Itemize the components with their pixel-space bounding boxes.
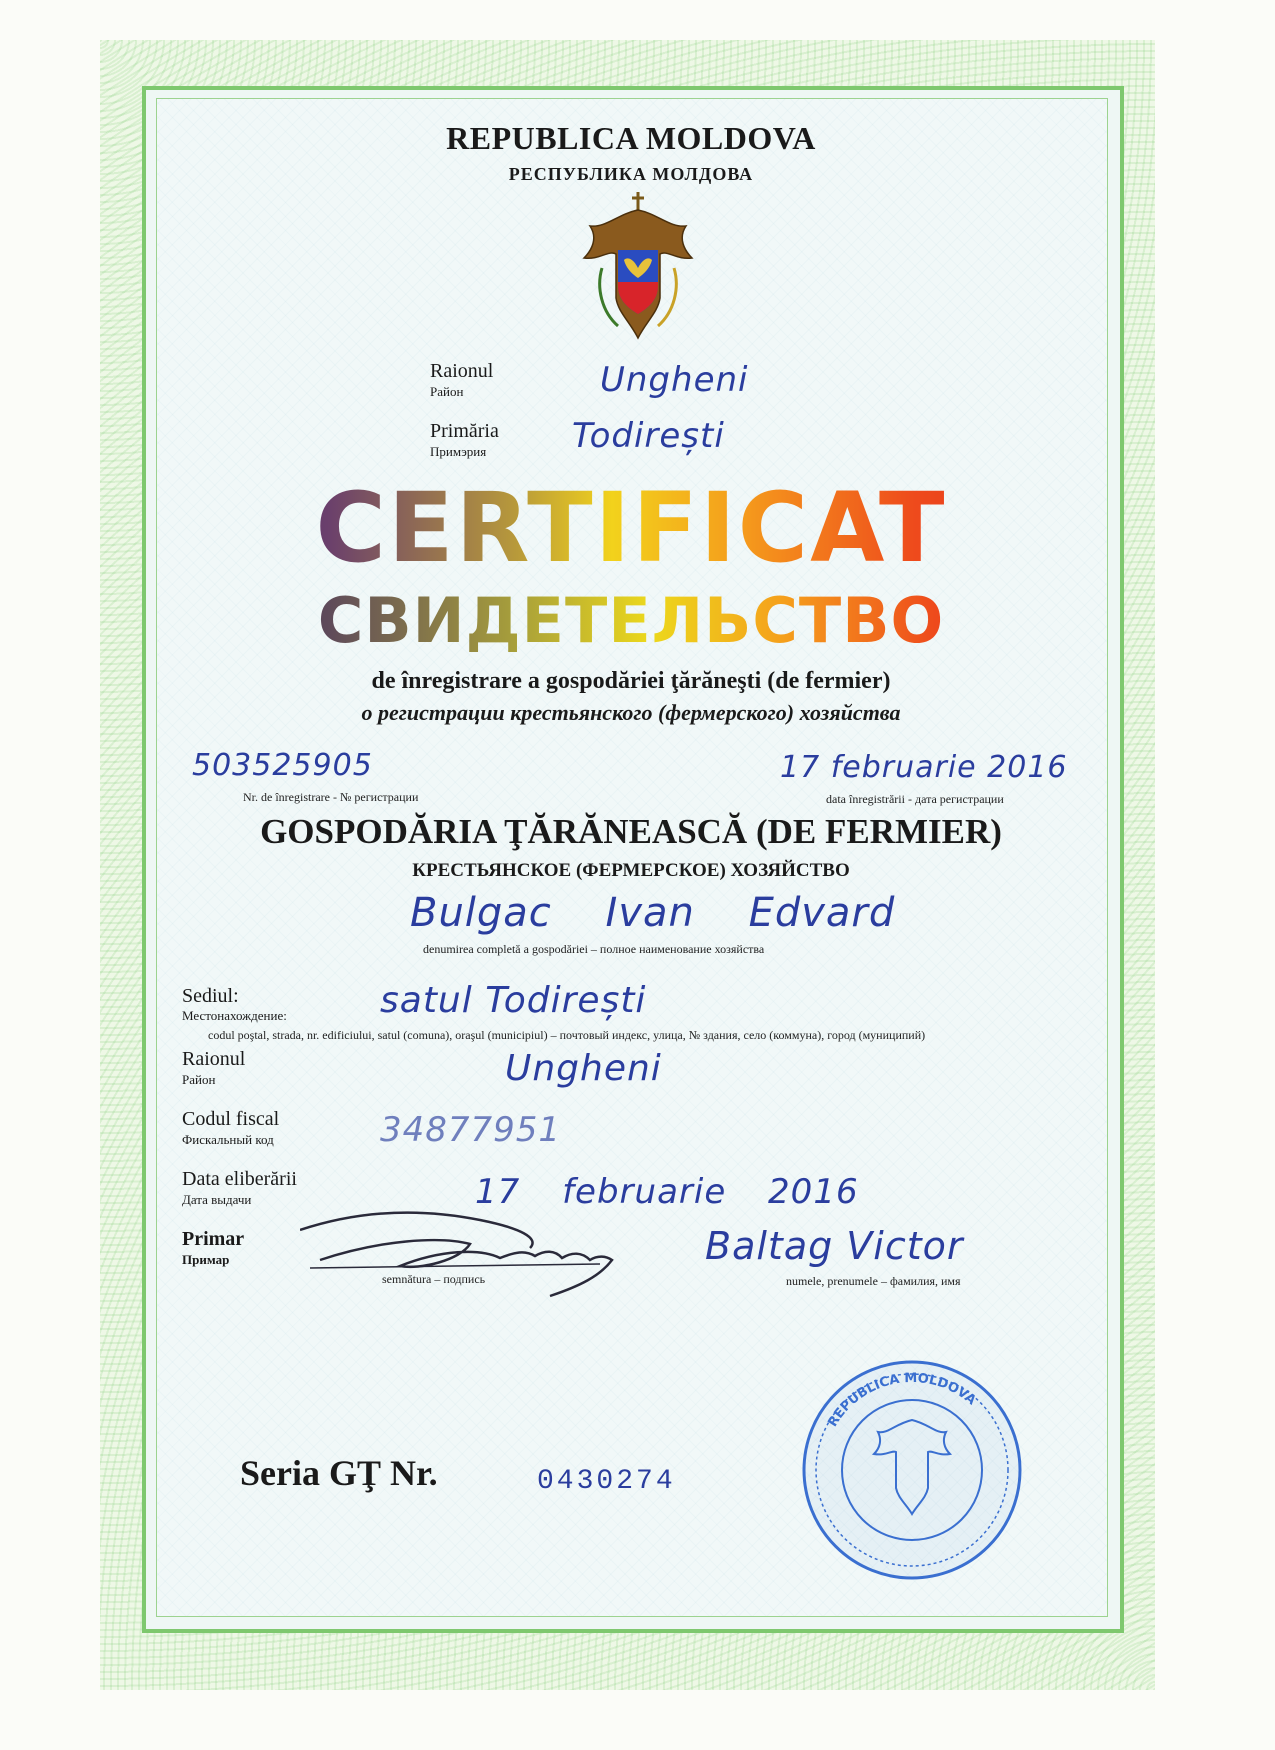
certificate-title-ro: CERTIFICAT <box>156 480 1106 576</box>
stamp-text: REPUBLICA MOLDOVA <box>825 1370 979 1430</box>
country-name-ru: РЕСПУБЛИКА МОЛДОВА <box>508 164 754 184</box>
issue-date-label-ro: Data eliberării <box>182 1168 297 1190</box>
raion-label-ro: Raionul <box>430 360 494 382</box>
series-label: Seria GŢ Nr. <box>240 1453 438 1493</box>
issue-date-value: 17 februarie 2016 <box>475 1172 859 1212</box>
coat-of-arms-icon <box>578 188 698 343</box>
sediul-label-ro: Sediul: <box>182 985 239 1007</box>
sediul-caption: codul poştal, strada, nr. edificiului, satul (comuna), oraşul (municipiul) – почтовый индекс, улица, № здания, село (коммуна), город (муниципий) <box>208 1028 926 1042</box>
primar-name-value: Baltag Victor <box>705 1224 964 1268</box>
farm-heading-ro: GOSPODĂRIA ŢĂRĂNEASCĂ (DE FERMIER) <box>260 812 1002 851</box>
primar-name-caption: numele, prenumele – фамилия, имя <box>786 1274 961 1288</box>
registration-date-value: 17 februarie 2016 <box>780 750 1068 785</box>
registration-date-caption: data înregistrării - дата регистрации <box>826 792 1004 806</box>
signature-caption: semnătura – подпись <box>382 1272 486 1286</box>
primar-label-ro: Primar <box>182 1228 245 1250</box>
fiscal-code-value: 34877951 <box>380 1110 562 1150</box>
details-raion-label-ro: Raionul <box>182 1048 246 1070</box>
primaria-label-ru: Примэрия <box>430 444 487 459</box>
primaria-value: Todirești <box>572 416 725 456</box>
certificate-subtitle-ro: de înregistrare a gospodăriei ţărăneşti (de fermier) <box>371 668 891 694</box>
certificate-subtitle-ru: о регистрации крестьянского (фермерского) хозяйства <box>361 700 901 725</box>
details-raion-value: Ungheni <box>505 1048 662 1089</box>
farm-name-value: Bulgac Ivan Edvard <box>410 890 896 936</box>
fiscal-code-label-ru: Фискальный код <box>182 1132 274 1147</box>
farm-name-caption: denumirea completă a gospodăriei – полное наименование хозяйства <box>423 942 765 956</box>
registration-number-value: 503525905 <box>192 748 373 783</box>
sediul-value: satul Todirești <box>380 980 647 1021</box>
issue-date-label-ru: Дата выдачи <box>182 1192 252 1207</box>
fiscal-code-label-ro: Codul fiscal <box>182 1108 280 1130</box>
details-raion-label-ru: Район <box>182 1072 216 1087</box>
primar-label-ru: Примар <box>182 1252 230 1267</box>
registration-number-caption: Nr. de înregistrare - № регистрации <box>243 790 419 804</box>
raion-label-ru: Район <box>430 384 464 399</box>
certificate-title-ru: СВИДЕТЕЛЬСТВО <box>156 590 1106 652</box>
series-number: 0430274 <box>537 1466 676 1497</box>
primaria-label-ro: Primăria <box>430 420 499 442</box>
country-name-ro: REPUBLICA MOLDOVA <box>446 120 816 156</box>
raion-value: Ungheni <box>600 360 749 400</box>
farm-heading-ru: КРЕСТЬЯНСКОЕ (ФЕРМЕРСКОЕ) ХОЗЯЙСТВО <box>412 860 850 881</box>
official-stamp <box>800 1358 1025 1583</box>
sediul-label-ru: Местонахождение: <box>182 1008 287 1023</box>
